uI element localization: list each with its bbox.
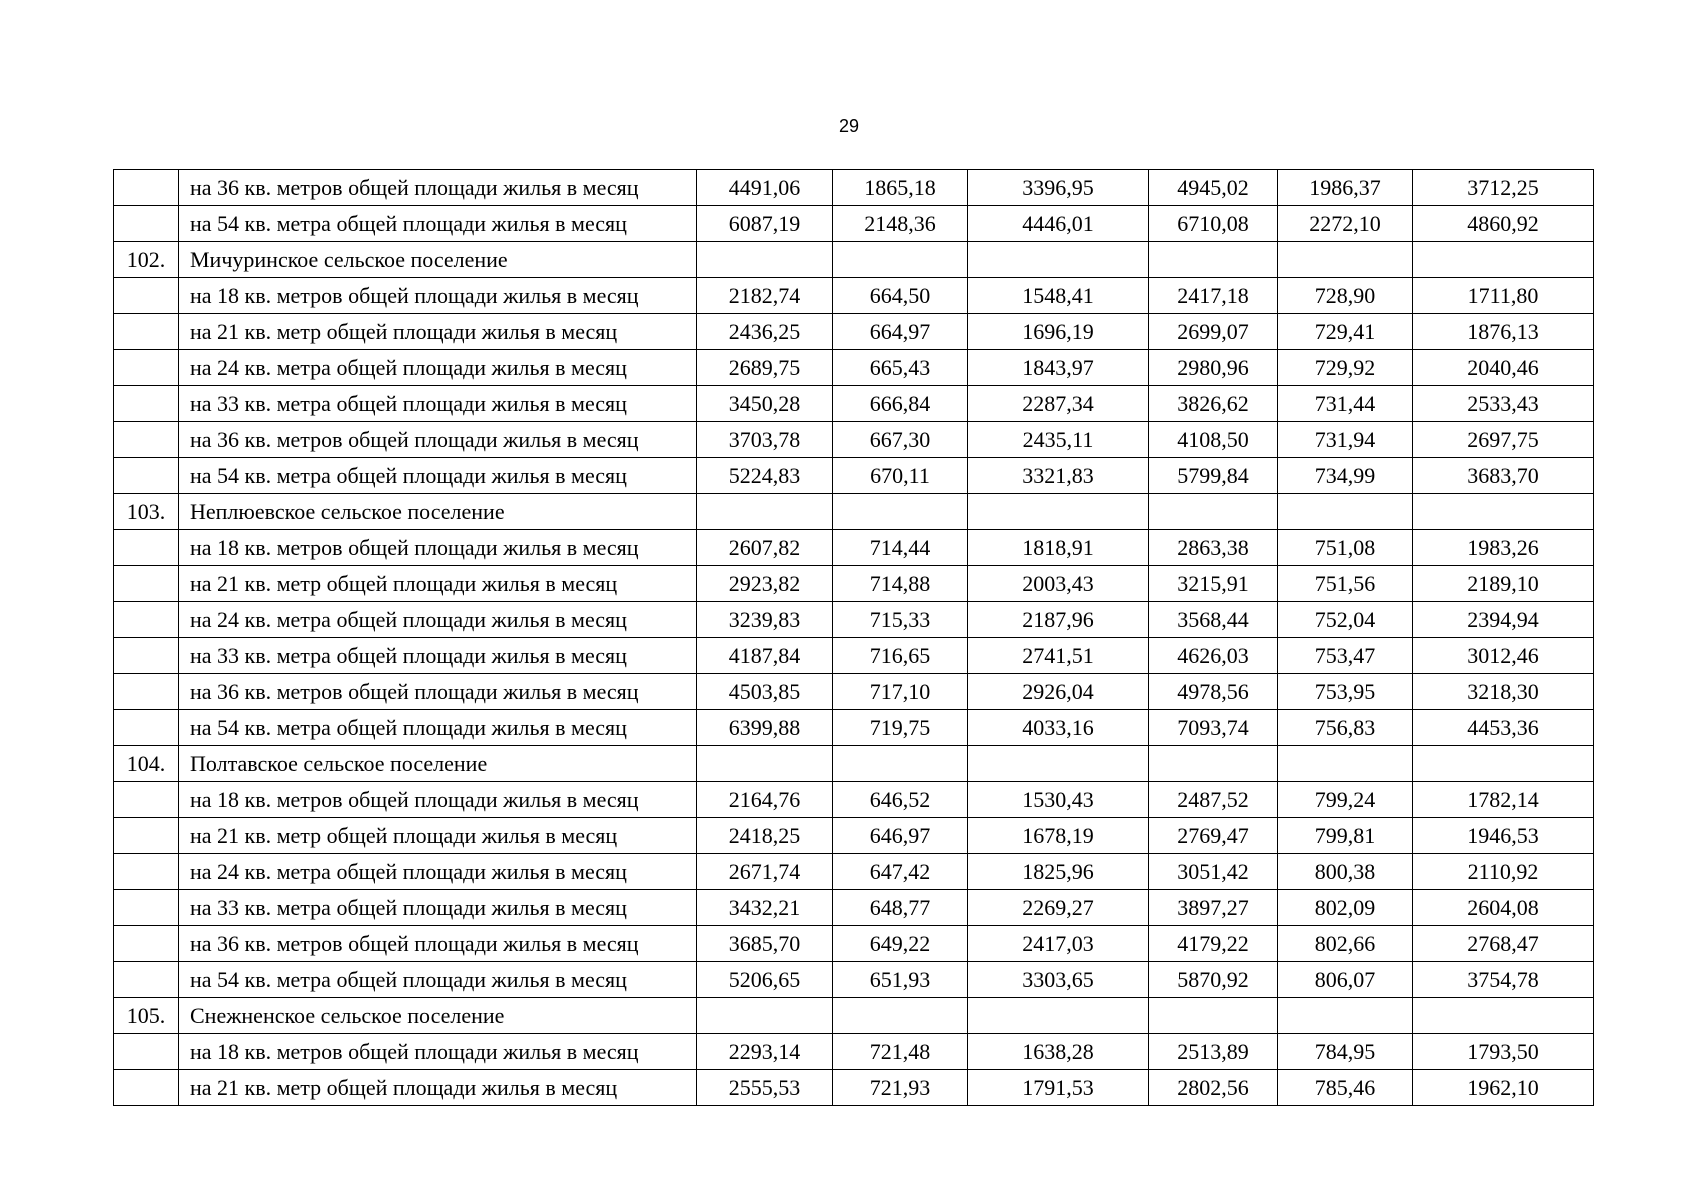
value-cell [697,494,833,530]
data-table [113,169,1594,1106]
value-cell: 4503,85 [697,674,833,710]
value-cell: 731,94 [1278,422,1413,458]
value-cell: 1678,19 [968,818,1149,854]
value-cell: 784,95 [1278,1034,1413,1070]
value-cell: 3396,95 [968,170,1149,206]
value-cell [1413,494,1594,530]
value-cell: 2148,36 [833,206,968,242]
table-row [114,926,1594,962]
value-cell [833,242,968,278]
value-cell: 6087,19 [697,206,833,242]
row-number-cell: 104. [114,746,179,782]
value-cell: 4978,56 [1149,674,1278,710]
description-cell: на 24 кв. метра общей площади жилья в месяц [179,602,697,638]
description-cell: на 24 кв. метра общей площади жилья в месяц [179,854,697,890]
value-cell: 4453,36 [1413,710,1594,746]
value-cell: 648,77 [833,890,968,926]
value-cell [833,494,968,530]
value-cell: 2980,96 [1149,350,1278,386]
row-number-cell [114,782,179,818]
row-number-cell: 105. [114,998,179,1034]
value-cell: 5799,84 [1149,458,1278,494]
table-row [114,242,1594,278]
table-row [114,890,1594,926]
value-cell: 2768,47 [1413,926,1594,962]
value-cell: 1865,18 [833,170,968,206]
description-cell: Неплюевское сельское поселение [179,494,697,530]
value-cell: 651,93 [833,962,968,998]
value-cell: 3051,42 [1149,854,1278,890]
description-cell: на 54 кв. метра общей площади жилья в месяц [179,458,697,494]
value-cell [697,746,833,782]
table-row [114,854,1594,890]
value-cell [833,998,968,1034]
value-cell: 785,46 [1278,1070,1413,1106]
value-cell: 2671,74 [697,854,833,890]
table-row [114,422,1594,458]
value-cell: 1983,26 [1413,530,1594,566]
row-number-cell [114,422,179,458]
value-cell: 1818,91 [968,530,1149,566]
value-cell: 2418,25 [697,818,833,854]
value-cell: 5870,92 [1149,962,1278,998]
value-cell: 3239,83 [697,602,833,638]
value-cell [1149,242,1278,278]
value-cell: 3685,70 [697,926,833,962]
row-number-cell [114,890,179,926]
table-row [114,314,1594,350]
row-number-cell [114,602,179,638]
value-cell: 670,11 [833,458,968,494]
table-row [114,458,1594,494]
table-row [114,674,1594,710]
row-number-cell: 103. [114,494,179,530]
value-cell: 2394,94 [1413,602,1594,638]
description-cell: на 24 кв. метра общей площади жилья в месяц [179,350,697,386]
value-cell: 799,81 [1278,818,1413,854]
value-cell: 721,48 [833,1034,968,1070]
value-cell: 1638,28 [968,1034,1149,1070]
description-cell: на 18 кв. метров общей площади жилья в месяц [179,782,697,818]
description-cell: Полтавское сельское поселение [179,746,697,782]
description-cell: на 33 кв. метра общей площади жилья в месяц [179,386,697,422]
row-number-cell [114,566,179,602]
value-cell: 728,90 [1278,278,1413,314]
value-cell: 6710,08 [1149,206,1278,242]
value-cell: 646,97 [833,818,968,854]
row-number-cell [114,386,179,422]
value-cell: 1793,50 [1413,1034,1594,1070]
table-row [114,530,1594,566]
value-cell: 802,66 [1278,926,1413,962]
value-cell [1278,494,1413,530]
table-row [114,170,1594,206]
value-cell: 719,75 [833,710,968,746]
table-row [114,1034,1594,1070]
value-cell: 2269,27 [968,890,1149,926]
value-cell: 751,08 [1278,530,1413,566]
value-cell: 3826,62 [1149,386,1278,422]
value-cell: 2189,10 [1413,566,1594,602]
value-cell: 7093,74 [1149,710,1278,746]
description-cell: на 21 кв. метр общей площади жилья в месяц [179,566,697,602]
value-cell [697,998,833,1034]
value-cell [1413,746,1594,782]
value-cell [968,998,1149,1034]
value-cell: 647,42 [833,854,968,890]
table-row [114,962,1594,998]
value-cell: 4108,50 [1149,422,1278,458]
value-cell: 2741,51 [968,638,1149,674]
value-cell: 2697,75 [1413,422,1594,458]
description-cell: на 36 кв. метров общей площади жилья в месяц [179,422,697,458]
value-cell: 1696,19 [968,314,1149,350]
value-cell: 802,09 [1278,890,1413,926]
value-cell: 4187,84 [697,638,833,674]
value-cell: 1825,96 [968,854,1149,890]
value-cell: 2607,82 [697,530,833,566]
value-cell: 1548,41 [968,278,1149,314]
table-row [114,1070,1594,1106]
value-cell: 1986,37 [1278,170,1413,206]
row-number-cell [114,170,179,206]
value-cell: 2533,43 [1413,386,1594,422]
value-cell [968,746,1149,782]
table-row [114,818,1594,854]
description-cell: на 33 кв. метра общей площади жилья в месяц [179,638,697,674]
value-cell: 721,93 [833,1070,968,1106]
row-number-cell [114,314,179,350]
value-cell: 667,30 [833,422,968,458]
value-cell: 2689,75 [697,350,833,386]
value-cell: 729,41 [1278,314,1413,350]
value-cell: 5206,65 [697,962,833,998]
value-cell: 2435,11 [968,422,1149,458]
table-row [114,638,1594,674]
table-row [114,602,1594,638]
value-cell: 756,83 [1278,710,1413,746]
value-cell: 649,22 [833,926,968,962]
description-cell: на 36 кв. метров общей площади жилья в месяц [179,170,697,206]
value-cell: 1530,43 [968,782,1149,818]
value-cell [1278,998,1413,1034]
value-cell: 2513,89 [1149,1034,1278,1070]
value-cell: 753,47 [1278,638,1413,674]
value-cell: 3683,70 [1413,458,1594,494]
row-number-cell [114,818,179,854]
value-cell: 3712,25 [1413,170,1594,206]
value-cell: 751,56 [1278,566,1413,602]
value-cell: 1782,14 [1413,782,1594,818]
description-cell: на 21 кв. метр общей площади жилья в месяц [179,314,697,350]
table-row [114,278,1594,314]
value-cell: 3215,91 [1149,566,1278,602]
value-cell: 6399,88 [697,710,833,746]
value-cell: 666,84 [833,386,968,422]
value-cell [968,494,1149,530]
row-number-cell [114,458,179,494]
row-number-cell [114,278,179,314]
value-cell: 3432,21 [697,890,833,926]
row-number-cell: 102. [114,242,179,278]
row-number-cell [114,1034,179,1070]
value-cell: 4033,16 [968,710,1149,746]
value-cell: 665,43 [833,350,968,386]
value-cell: 734,99 [1278,458,1413,494]
value-cell: 2604,08 [1413,890,1594,926]
row-number-cell [114,926,179,962]
value-cell: 3012,46 [1413,638,1594,674]
value-cell: 752,04 [1278,602,1413,638]
value-cell: 664,50 [833,278,968,314]
value-cell [833,746,968,782]
value-cell: 2923,82 [697,566,833,602]
table-row [114,782,1594,818]
value-cell: 3897,27 [1149,890,1278,926]
value-cell: 664,97 [833,314,968,350]
value-cell: 800,38 [1278,854,1413,890]
value-cell: 2293,14 [697,1034,833,1070]
value-cell: 2164,76 [697,782,833,818]
description-cell: на 21 кв. метр общей площади жилья в месяц [179,1070,697,1106]
value-cell: 1843,97 [968,350,1149,386]
value-cell: 5224,83 [697,458,833,494]
value-cell: 2040,46 [1413,350,1594,386]
value-cell [968,242,1149,278]
value-cell: 2003,43 [968,566,1149,602]
row-number-cell [114,674,179,710]
description-cell: на 33 кв. метра общей площади жилья в месяц [179,890,697,926]
value-cell: 3703,78 [697,422,833,458]
value-cell: 1962,10 [1413,1070,1594,1106]
row-number-cell [114,206,179,242]
value-cell: 3303,65 [968,962,1149,998]
description-cell: Мичуринское сельское поселение [179,242,697,278]
value-cell: 4860,92 [1413,206,1594,242]
value-cell [1149,998,1278,1034]
value-cell: 3218,30 [1413,674,1594,710]
value-cell: 731,44 [1278,386,1413,422]
table-row [114,710,1594,746]
row-number-cell [114,710,179,746]
value-cell: 717,10 [833,674,968,710]
value-cell: 4179,22 [1149,926,1278,962]
value-cell: 3754,78 [1413,962,1594,998]
value-cell: 729,92 [1278,350,1413,386]
row-number-cell [114,962,179,998]
value-cell: 2769,47 [1149,818,1278,854]
row-number-cell [114,638,179,674]
table-row [114,386,1594,422]
value-cell: 4446,01 [968,206,1149,242]
table-row [114,998,1594,1034]
value-cell: 4491,06 [697,170,833,206]
value-cell: 753,95 [1278,674,1413,710]
row-number-cell [114,1070,179,1106]
value-cell: 2417,18 [1149,278,1278,314]
value-cell: 2287,34 [968,386,1149,422]
value-cell: 4626,03 [1149,638,1278,674]
value-cell: 1946,53 [1413,818,1594,854]
description-cell: на 21 кв. метр общей площади жилья в месяц [179,818,697,854]
value-cell: 716,65 [833,638,968,674]
value-cell: 799,24 [1278,782,1413,818]
row-number-cell [114,350,179,386]
value-cell: 2926,04 [968,674,1149,710]
value-cell: 2417,03 [968,926,1149,962]
value-cell: 715,33 [833,602,968,638]
value-cell: 2863,38 [1149,530,1278,566]
row-number-cell [114,854,179,890]
value-cell: 2699,07 [1149,314,1278,350]
value-cell: 2436,25 [697,314,833,350]
value-cell [1278,746,1413,782]
value-cell: 714,44 [833,530,968,566]
table-row [114,206,1594,242]
value-cell: 1711,80 [1413,278,1594,314]
description-cell: на 18 кв. метров общей площади жилья в месяц [179,278,697,314]
row-number-cell [114,530,179,566]
value-cell: 2272,10 [1278,206,1413,242]
table-row [114,350,1594,386]
description-cell: на 18 кв. метров общей площади жилья в месяц [179,1034,697,1070]
table-row [114,494,1594,530]
value-cell: 2802,56 [1149,1070,1278,1106]
value-cell [697,242,833,278]
value-cell: 3450,28 [697,386,833,422]
value-cell: 646,52 [833,782,968,818]
value-cell: 4945,02 [1149,170,1278,206]
value-cell [1149,494,1278,530]
value-cell: 2187,96 [968,602,1149,638]
value-cell [1149,746,1278,782]
table-row [114,746,1594,782]
table-row [114,566,1594,602]
value-cell [1413,242,1594,278]
description-cell: на 54 кв. метра общей площади жилья в месяц [179,962,697,998]
value-cell: 1876,13 [1413,314,1594,350]
value-cell: 806,07 [1278,962,1413,998]
description-cell: на 18 кв. метров общей площади жилья в месяц [179,530,697,566]
value-cell: 3321,83 [968,458,1149,494]
value-cell: 2110,92 [1413,854,1594,890]
description-cell: на 54 кв. метра общей площади жилья в месяц [179,710,697,746]
description-cell: на 36 кв. метров общей площади жилья в месяц [179,926,697,962]
value-cell: 3568,44 [1149,602,1278,638]
value-cell: 1791,53 [968,1070,1149,1106]
value-cell [1278,242,1413,278]
description-cell: Снежненское сельское поселение [179,998,697,1034]
value-cell: 2555,53 [697,1070,833,1106]
value-cell: 2487,52 [1149,782,1278,818]
page-number: 29 [838,116,860,136]
description-cell: на 54 кв. метра общей площади жилья в месяц [179,206,697,242]
value-cell [1413,998,1594,1034]
value-cell: 2182,74 [697,278,833,314]
table-body [114,170,1594,1106]
value-cell: 714,88 [833,566,968,602]
description-cell: на 36 кв. метров общей площади жилья в месяц [179,674,697,710]
